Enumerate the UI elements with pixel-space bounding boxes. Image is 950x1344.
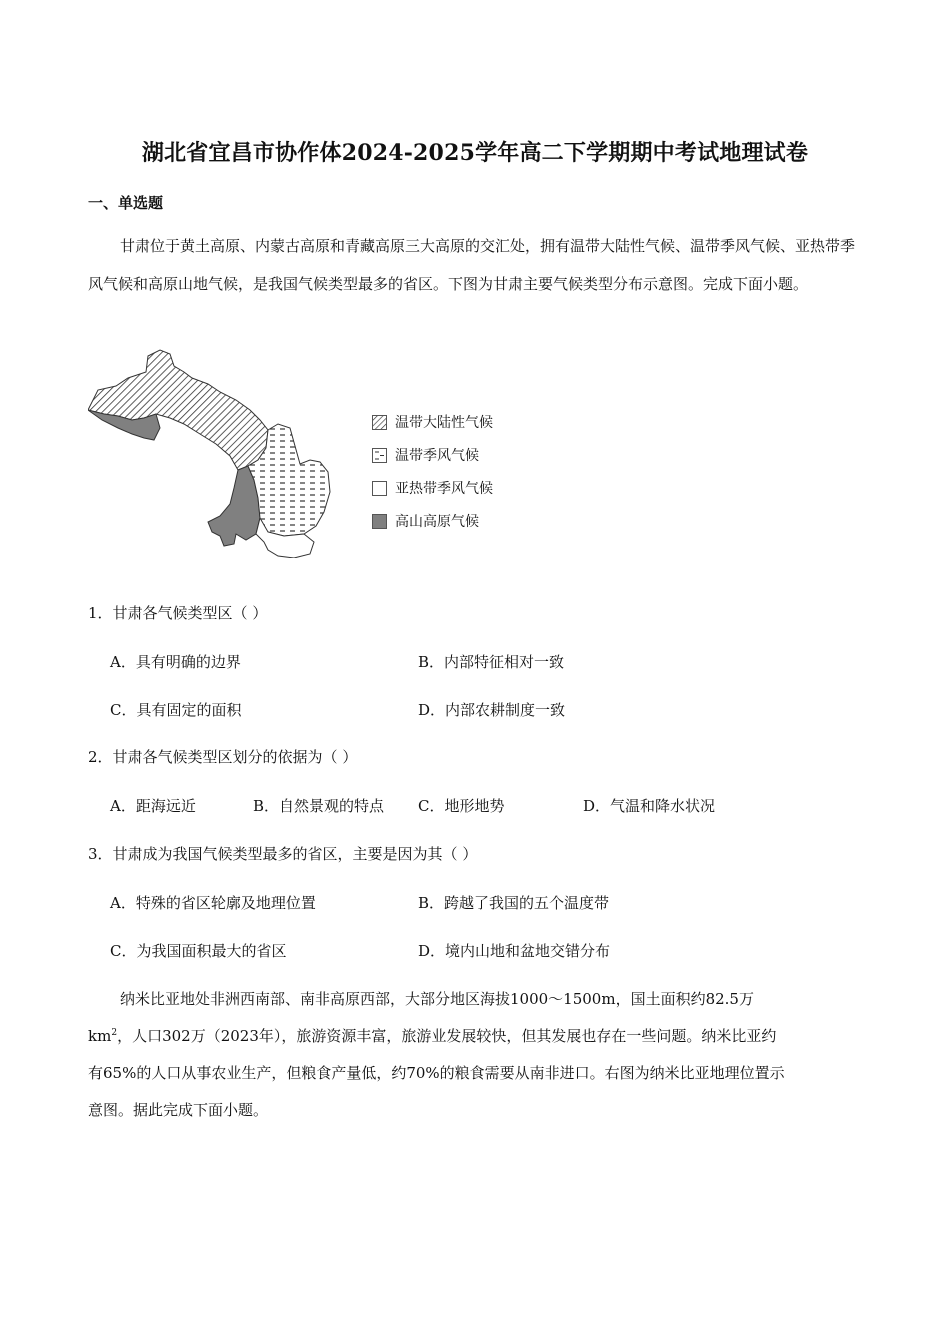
passage-namibia-line4: 意图。据此完成下面小题。 <box>88 1101 269 1119</box>
q2-option-b[interactable]: B．自然景观的特点 <box>253 797 385 815</box>
unit-superscript: 2 <box>111 1028 118 1038</box>
passage-namibia-line2-text: ，人口302万（2023年），旅游资源丰富，旅游业发展较快，但其发展也存在一些问题。纳米比亚约 <box>117 1027 777 1045</box>
q3-option-d[interactable]: D．境内山地和盆地交错分布 <box>418 942 611 960</box>
q1-option-a[interactable]: A．具有明确的边界 <box>110 653 241 671</box>
legend-label: 高山高原气候 <box>395 514 479 530</box>
unit-km: km <box>88 1027 112 1045</box>
gray-swatch-icon <box>372 514 387 529</box>
passage-namibia-line1: 纳米比亚地处非洲西南部、南非高原西部，大部分地区海拔1000～1500m，国土面积约82.5万 <box>120 990 754 1008</box>
hatch-swatch-icon <box>372 415 387 430</box>
passage-gansu <box>88 227 863 303</box>
gansu-climate-map <box>88 348 368 558</box>
q1-option-d[interactable]: D．内部农耕制度一致 <box>418 701 566 719</box>
dash-swatch-icon <box>372 448 387 463</box>
q1-option-c[interactable]: C．具有固定的面积 <box>110 701 242 719</box>
q2-option-a[interactable]: A．距海远近 <box>110 797 196 815</box>
region-temperate-continental <box>88 350 268 470</box>
region-alpine-south <box>208 466 260 546</box>
map-svg <box>88 348 368 558</box>
q3-option-c[interactable]: C．为我国面积最大的省区 <box>110 942 287 960</box>
passage-gansu-text: 甘肃位于黄土高原、内蒙古高原和青藏高原三大高原的交汇处，拥有温带大陆性气候、温带季风气候、亚热带季风气候和高原山地气候，是我国气候类型最多的省区。下图为甘肃主要气候类型分布示意图。完成下面小题。 <box>88 237 856 293</box>
question-1-stem: 1．甘肃各气候类型区（ ） <box>88 604 268 622</box>
passage-namibia-line3: 有65%的人口从事农业生产，但粮食产量低，约70%的粮食需要从南非进口。右图为纳米比亚地理位置示 <box>88 1064 785 1082</box>
q3-option-a[interactable]: A．特殊的省区轮廓及地理位置 <box>110 894 316 912</box>
page-title: 湖北省宜昌市协作体2024-2025学年高二下学期期中考试地理试卷 <box>141 140 809 166</box>
q1-option-b[interactable]: B．内部特征相对一致 <box>418 653 565 671</box>
question-2-stem: 2．甘肃各气候类型区划分的依据为（ ） <box>88 748 358 766</box>
q2-option-c[interactable]: C．地形地势 <box>418 797 505 815</box>
legend-label: 温带季风气候 <box>395 448 479 464</box>
legend-label: 温带大陆性气候 <box>395 415 493 431</box>
legend-item-temperate-monsoon <box>372 445 479 465</box>
legend-item-alpine <box>372 511 479 531</box>
white-swatch-icon <box>372 481 387 496</box>
q2-option-d[interactable]: D．气温和降水状况 <box>583 797 716 815</box>
section-heading: 一、单选题 <box>88 194 164 212</box>
passage-namibia-line2 <box>88 1025 776 1046</box>
question-3-stem: 3．甘肃成为我国气候类型最多的省区，主要是因为其（ ） <box>88 845 478 863</box>
legend-item-temperate-continental <box>372 412 493 432</box>
legend-label: 亚热带季风气候 <box>395 481 493 497</box>
legend-item-subtropical-monsoon <box>372 478 493 498</box>
q3-option-b[interactable]: B．跨越了我国的五个温度带 <box>418 894 610 912</box>
